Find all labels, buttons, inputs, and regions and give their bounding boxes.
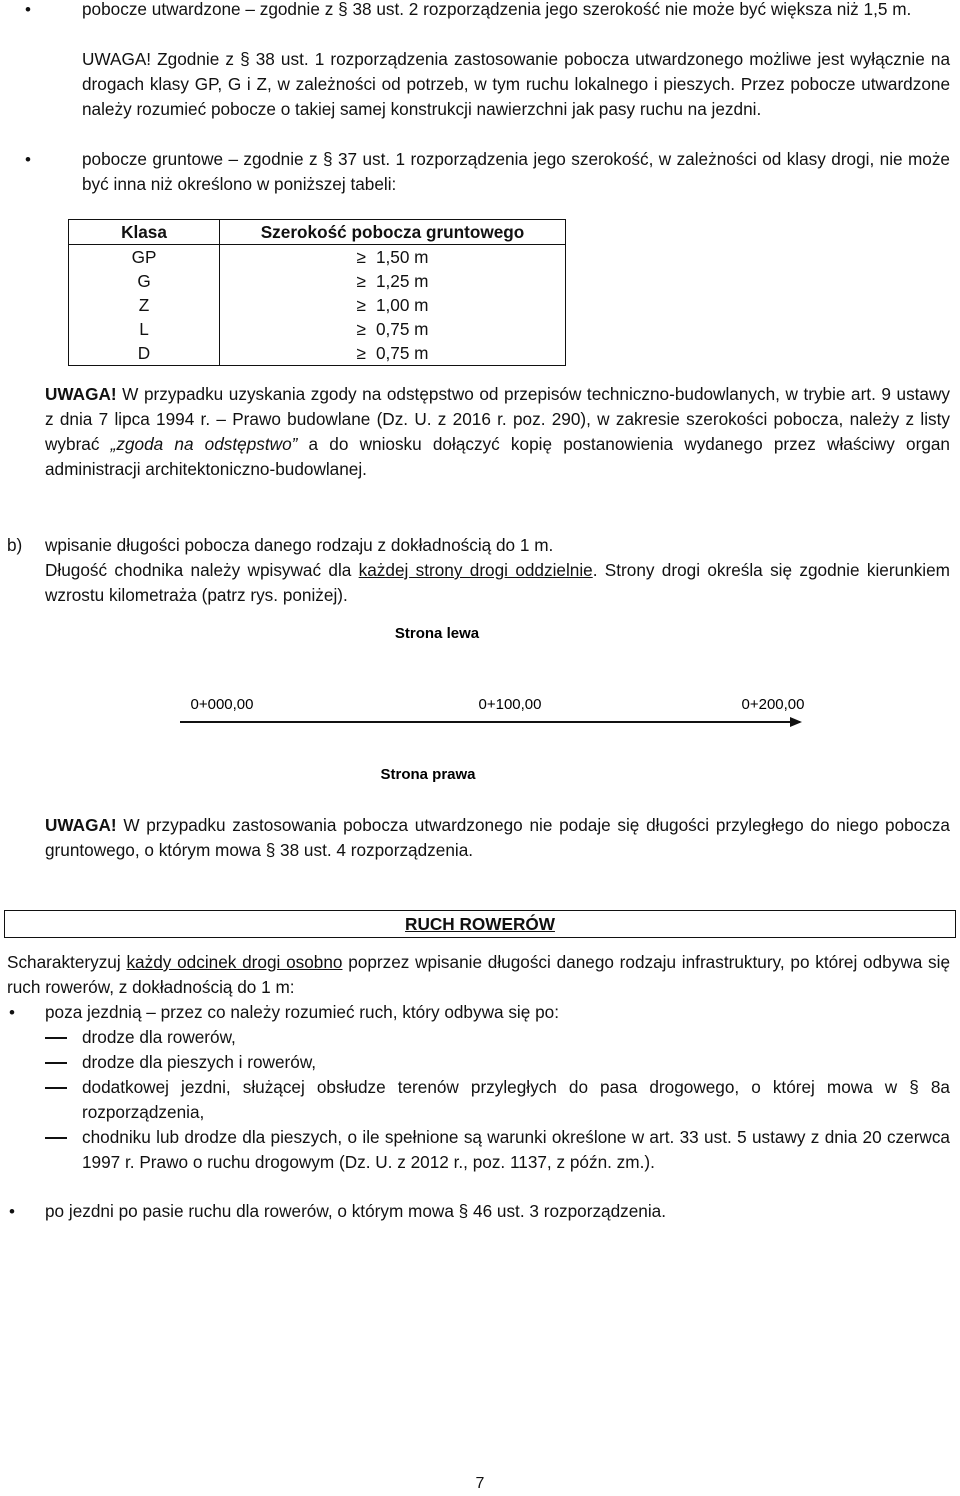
bullet-icon: • <box>9 1003 15 1022</box>
section-sign-icon: § <box>909 1077 919 1097</box>
shoulder-width-table <box>68 219 566 366</box>
table-row: L ≥ 0,75 m <box>69 317 566 341</box>
road-sides-svg <box>0 615 960 790</box>
right-side-label: Strona prawa <box>380 766 476 783</box>
greater-equal-icon: ≥ <box>356 271 366 291</box>
bullet-po-jezdni: po jezdni po pasie ruchu dla rowerów, o którym mowa § 46 ust. 3 rozporządzenia. <box>45 1201 667 1221</box>
section-title: RUCH ROWERÓW <box>405 914 555 934</box>
section-intro: Scharakteryzuj każdy odcinek drogi osobno poprzez wpisanie długości danego rodzaju infrastruktury, po której odbywa się ruch rowerów, z dokładnością do 1 m: <box>7 952 951 997</box>
table-row: D ≥ 0,75 m <box>69 341 566 366</box>
dash-item: dodatkowej jezdni, służącej obsłudze terenów przyległych do pasa drogowego, o której mowa w § 8a rozporządzenia, <box>82 1077 950 1122</box>
bullet-icon: • <box>25 150 31 169</box>
dash-item: drodze dla pieszych i rowerów, <box>82 1052 317 1072</box>
table-row: G ≥ 1,25 m <box>69 269 566 293</box>
greater-equal-icon: ≥ <box>356 343 366 363</box>
section-sign-icon: § <box>338 0 348 19</box>
list-marker-b: b) <box>7 535 23 555</box>
greater-equal-icon: ≥ <box>356 295 366 315</box>
greater-equal-icon: ≥ <box>356 247 366 267</box>
dash-item: chodniku lub drodze dla pieszych, o ile spełnione są warunki określone w art. 33 ust. 5 ustawy z dnia 20 czerwca 1997 r. Prawo o ruchu drogowym (Dz. U. z 2012 r., poz. 1137, z późn. zm.). <box>82 1127 950 1172</box>
left-side-label: Strona lewa <box>394 625 480 642</box>
item-b-text: wpisanie długości pobocza danego rodzaju z dokładnością do 1 m. Długość chodnika należy wpisywać dla każdej strony drogi oddzielnie. Strony drogi określa się zgodnie kierunkiem wzrostu kilometraża (patrz rys. poniżej). <box>45 535 950 605</box>
header-klasa: Klasa <box>69 220 220 245</box>
section-sign-icon: § <box>240 49 250 69</box>
road-sides-diagram <box>0 615 960 790</box>
bullet-icon: • <box>25 0 31 19</box>
km-label: 0+000,00 <box>190 696 254 713</box>
greater-equal-icon: ≥ <box>356 319 366 339</box>
paragraph-pobocze-gruntowe: pobocze gruntowe – zgodnie z § 37 ust. 1 rozporządzenia jego szerokość, w zależności od klasy drogi, nie może być inna niż określono w poniższej tabeli: <box>82 149 950 194</box>
table-row: Z ≥ 1,00 m <box>69 293 566 317</box>
dash-icon <box>45 1062 67 1064</box>
section-sign-icon: § <box>265 840 276 860</box>
dash-item: drodze dla rowerów, <box>82 1027 236 1047</box>
paragraph-pobocze-utwardzone: pobocze utwardzone – zgodnie z § 38 ust. 2 rozporządzenia jego szerokość nie może być większa niż 1,5 m. <box>82 0 912 19</box>
note-uwaga-3: UWAGA! W przypadku zastosowania pobocza utwardzonego nie podaje się długości przyległego do niego pobocza gruntowego, o którym mowa § 38 ust. 4 rozporządzenia. <box>45 815 950 860</box>
note-uwaga-1: UWAGA! Zgodnie z § 38 ust. 1 rozporządzenia zastosowanie pobocza utwardzonego możliwe jest wyłącznie na drogach klasy GP, G i Z, w zależności od potrzeb, w tym ruchu lokalnego i pieszych. Przez pobocze utwardzone należy rozumieć pobocze o takiej samej konstrukcji nawierzchni jak pasy ruchu na jezdni. <box>82 49 951 119</box>
dash-icon <box>45 1137 67 1139</box>
section-sign-icon: § <box>458 1201 469 1221</box>
dash-icon <box>45 1087 67 1089</box>
bullet-icon: • <box>9 1202 15 1221</box>
header-szerokosc: Szerokość pobocza gruntowego <box>220 220 566 245</box>
section-sign-icon: § <box>322 149 333 169</box>
km-label: 0+200,00 <box>741 696 805 713</box>
km-label: 0+100,00 <box>478 696 542 713</box>
table-header-row <box>69 220 566 245</box>
bullet-poza-jezdnia: poza jezdnią – przez co należy rozumieć ruch, który odbywa się po: <box>45 1002 559 1022</box>
section-title-box <box>4 910 956 938</box>
page-number: 7 <box>475 1475 485 1492</box>
dash-icon <box>45 1037 67 1039</box>
table-row: GP ≥ 1,50 m <box>69 245 566 270</box>
note-uwaga-2: UWAGA! W przypadku uzyskania zgody na odstępstwo od przepisów techniczno-budowlanych, w trybie art. 9 ustawy z dnia 7 lipca 1994 r. – Prawo budowlane (Dz. U. z 2016 r. poz. 290), w zakresie szerokości pobocza, należy z listy wybrać „zgoda na odstępstwo” a do wniosku dołączyć kopię postanowienia wydanego przez właściwy organ administracji architektoniczno-budowlanej. <box>45 384 951 479</box>
